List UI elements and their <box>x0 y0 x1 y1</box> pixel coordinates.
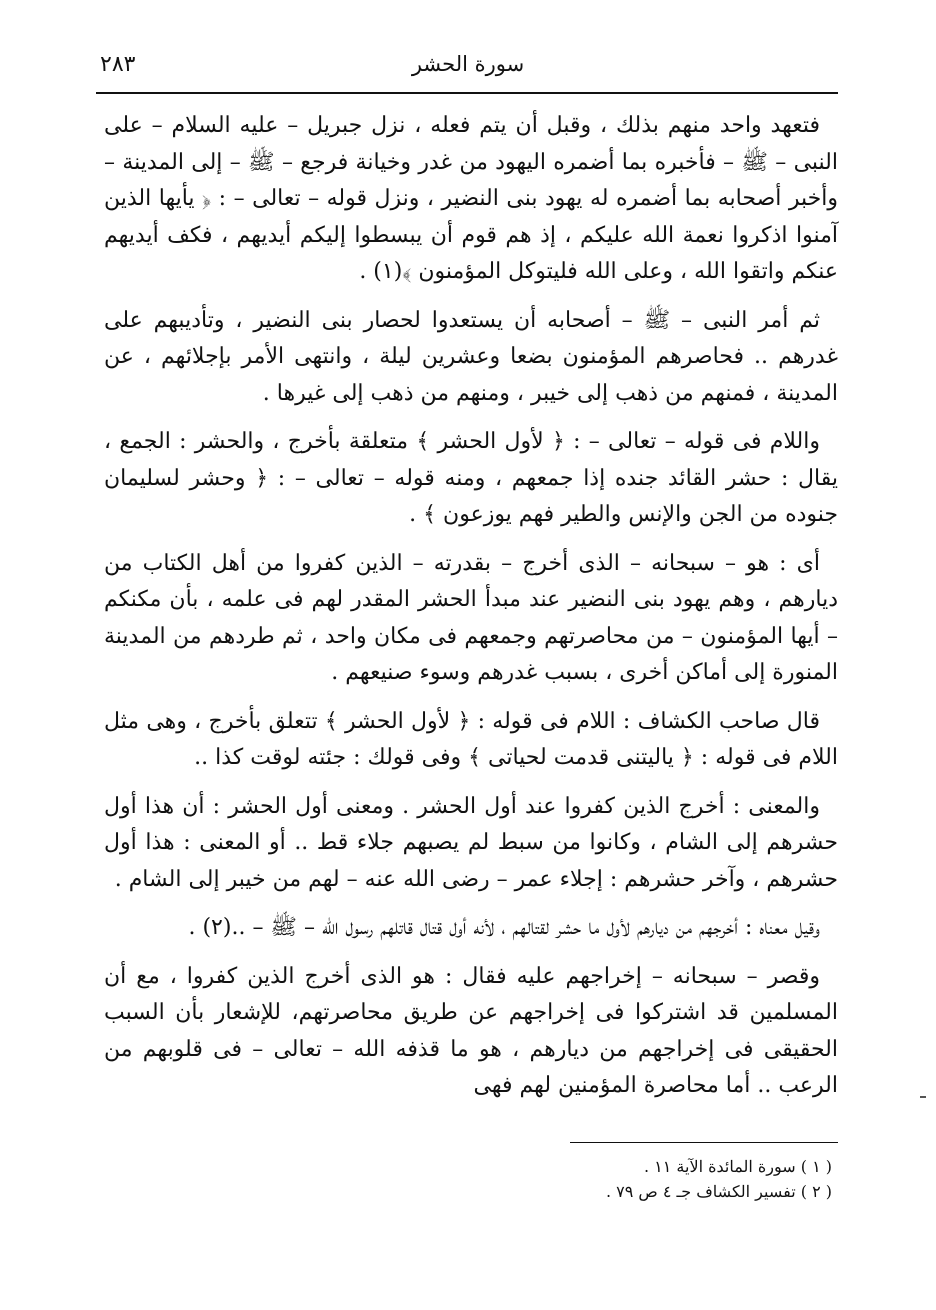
paragraph-1: فتعهد واحد منهم بذلك ، وقبل أن يتم فعله ، نزل جبريل – عليه السلام – على النبى – ﷺ – فأخبره بما أضمره اليهود من غدر وخيانة فرجع – ﷺ – إلى المدينة – وأخبر أصحابه بما أضمره له يهود بنى النضير ، ونزل قوله – تعالى – : ﴿ يأيها الذين آمنوا اذكروا نعمة الله عليكم ، إذ هم قوم أن يبسطوا إليكم أيديهم ، فكف أيديهم عنكم واتقوا الله ، وعلى الله فليتوكل المؤمنون ﴾(١) . <box>104 113 839 284</box>
paragraph-2: ثم أمر النبى – ﷺ – أصحابه أن يستعدوا لحصار بنى النضير ، وتأديبهم على غدرهم .. فحاصرهم المؤمنون بضعا وعشرين ليلة ، وانتهى الأمر بإجلائهم ، عن المدينة ، فمنهم من ذهب إلى خيبر ، ومنهم من ذهب إلى غيرها . <box>104 307 838 406</box>
page-number: ٢٨٣ <box>100 52 136 77</box>
footnote-2: ( ٢ ) تفسير الكشاف جـ ٤ ص ٧٩ . <box>605 1182 832 1201</box>
footnotes <box>400 1154 832 1204</box>
scan-edge-mark <box>920 1096 926 1098</box>
paragraph-6: والمعنى : أخرج الذين كفروا عند أول الحشر . ومعنى أول الحشر : أن هذا أول حشرهم إلى الشام ، وكانوا من سبط لم يصبهم جلاء قط .. أو المعنى : هذا أول حشرهم ، وآخر حشرهم : إجلاء عمر – رضى الله عنه – لهم من خيبر إلى الشام . <box>104 793 838 892</box>
paragraph-3: واللام فى قوله – تعالى – : ﴿ لأول الحشر ﴾ متعلقة بأخرج ، والحشر : الجمع ، يقال : حشر القائد جنده إذا جمعهم ، ومنه قوله – تعالى – : ﴿ وحشر لسليمان جنوده من الجن والإنس والطير فهم يوزعون ﴾ . <box>104 429 838 527</box>
header-divider <box>96 92 838 94</box>
paragraph-7: وقيل معناه : أخرجهم من ديارهم لأول ما حشر لقتالهم ، لأنه أول قتال قاتلهم رسول الله – ﷺ – ..(٢) . <box>188 915 820 940</box>
surah-title: سورة الحشر <box>411 52 525 76</box>
paragraph-4: أى : هو – سبحانه – الذى أخرج – بقدرته – الذين كفروا من أهل الكتاب من ديارهم ، وهم يهود بنى النضير عند مبدأ الحشر المقدر لهم فى علمه ، بأن مكنكم – أيها المؤمنون – من محاصرتهم وجمعهم فى مكان واحد ، ثم طردهم من المدينة المنورة إلى أماكن أخرى ، بسبب غدرهم وسوء صنيعهم . <box>104 550 838 685</box>
page-header <box>100 46 836 86</box>
paragraph-5: قال صاحب الكشاف : اللام فى قوله : ﴿ لأول الحشر ﴾ تتعلق بأخرج ، وهى مثل اللام فى قوله : ﴿ ياليتنى قدمت لحياتى ﴾ وفى قولك : جئته لوقت كذا .. <box>104 708 838 770</box>
footnote-divider <box>570 1142 838 1143</box>
body-text <box>104 108 838 1117</box>
footnote-1: ( ١ ) سورة المائدة الآية ١١ . <box>643 1157 832 1176</box>
paragraph-8: وقصر – سبحانه – إخراجهم عليه فقال : هو الذى أخرج الذين كفروا ، مع أن المسلمين قد اشتركوا فى إخراجهم عن طريق محاصرتهم، للإشعار بأن السبب الحقيقى فى إخراجهم من ديارهم ، هو ما قذفه الله – تعالى – فى قلوبهم من الرعب .. أما محاصرة المؤمنين لهم فهى <box>104 963 838 1098</box>
